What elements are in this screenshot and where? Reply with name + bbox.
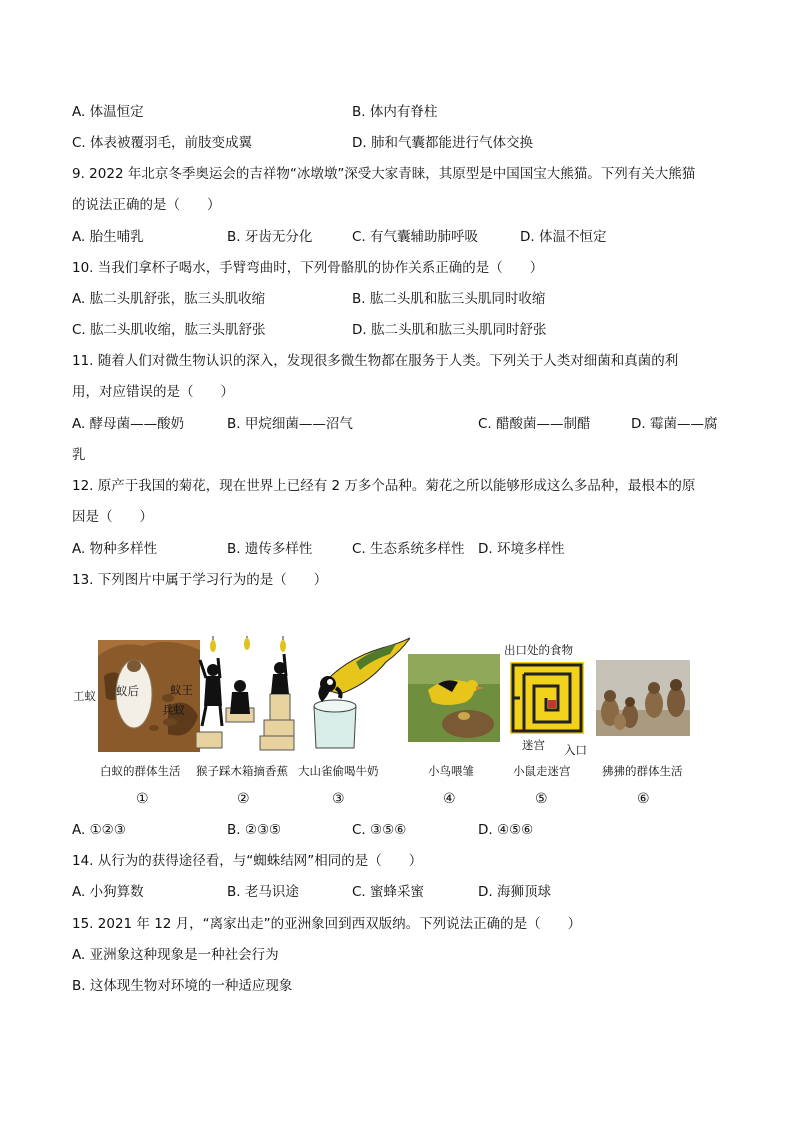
- q10-option-d[interactable]: D. 肱二头肌和肱三头肌同时舒张: [352, 322, 547, 338]
- picture-number-3: ③: [332, 791, 345, 807]
- caption-4: 小鸟喂雏: [428, 764, 474, 778]
- q12-stem-line2: 因是（ ）: [72, 509, 153, 525]
- q13-option-d[interactable]: D. ④⑤⑥: [478, 822, 534, 838]
- q9-option-d[interactable]: D. 体温不恒定: [520, 229, 607, 245]
- q8-option-d[interactable]: D. 肺和气囊都能进行气体交换: [352, 135, 533, 151]
- termite-label-worker: 工蚁: [73, 689, 96, 703]
- maze-label-maze: 迷宫: [522, 738, 545, 752]
- q15-option-a[interactable]: A. 亚洲象这种现象是一种社会行为: [72, 947, 279, 963]
- q8-option-b[interactable]: B. 体内有脊柱: [352, 104, 438, 120]
- q10-option-a[interactable]: A. 肱二头肌舒张，肱三头肌收缩: [72, 291, 266, 307]
- q14-option-a[interactable]: A. 小狗算数: [72, 884, 144, 900]
- caption-3: 大山雀偷喝牛奶: [298, 764, 379, 778]
- q13-stem: 13. 下列图片中属于学习行为的是（ ）: [72, 572, 328, 588]
- q13-option-b[interactable]: B. ②③⑤: [227, 822, 282, 838]
- q11-stem-line1: 11. 随着人们对微生物认识的深入，发现很多微生物都在服务于人类。下列关于人类对细菌和真菌的利: [72, 353, 679, 369]
- caption-2: 猴子踩木箱摘香蕉: [196, 764, 288, 778]
- q14-option-c[interactable]: C. 蜜蜂采蜜: [352, 884, 425, 900]
- bird-feeding-picture: [408, 654, 500, 742]
- caption-1: 白蚁的群体生活: [100, 764, 181, 778]
- picture-number-6: ⑥: [637, 791, 650, 807]
- picture-number-1: ①: [136, 791, 149, 807]
- q12-option-a[interactable]: A. 物种多样性: [72, 541, 158, 557]
- q9-stem-line1: 9. 2022 年北京冬季奥运会的吉祥物“冰墩墩”深受大家青睐，其原型是中国国宝大熊猫。下列有关大熊猫: [72, 166, 696, 182]
- q12-stem-line1: 12. 原产于我国的菊花，现在世界上已经有 2 万多个品种。菊花之所以能够形成这么多品种，最根本的原: [72, 478, 696, 494]
- q11-stem-line2: 用，对应错误的是（ ）: [72, 384, 234, 400]
- caption-6: 狒狒的群体生活: [602, 764, 683, 778]
- picture-number-5: ⑤: [535, 791, 548, 807]
- q11-option-d[interactable]: D. 霉菌——腐: [631, 416, 718, 432]
- q9-option-c[interactable]: C. 有气囊辅助肺呼吸: [352, 229, 479, 245]
- termite-label-king: 蚁王: [170, 683, 193, 697]
- q14-option-d[interactable]: D. 海狮顶球: [478, 884, 551, 900]
- q9-option-b[interactable]: B. 牙齿无分化: [227, 229, 313, 245]
- q9-option-a[interactable]: A. 胎生哺乳: [72, 229, 144, 245]
- q13-option-c[interactable]: C. ③⑤⑥: [352, 822, 407, 838]
- caption-5: 小鼠走迷宫: [513, 764, 571, 778]
- q8-option-a[interactable]: A. 体温恒定: [72, 104, 144, 120]
- q14-stem: 14. 从行为的获得途径看，与“蜘蛛结网”相同的是（ ）: [72, 853, 423, 869]
- picture-number-2: ②: [237, 791, 250, 807]
- termite-label-queen: 蚁后: [116, 684, 139, 698]
- q12-option-c[interactable]: C. 生态系统多样性: [352, 541, 465, 557]
- q11-option-d-wrap: 乳: [72, 447, 86, 463]
- q11-option-a[interactable]: A. 酵母菌——酸奶: [72, 416, 185, 432]
- q13-option-a[interactable]: A. ①②③: [72, 822, 126, 838]
- q14-option-b[interactable]: B. 老马识途: [227, 884, 299, 900]
- q10-stem: 10. 当我们拿杯子喝水，手臂弯曲时，下列骨骼肌的协作关系正确的是（ ）: [72, 260, 544, 276]
- great-tit-milk-picture: [306, 636, 410, 752]
- q9-stem-line2: 的说法正确的是（ ）: [72, 197, 221, 213]
- maze-picture: [510, 662, 584, 734]
- q15-stem: 15. 2021 年 12 月，“离家出走”的亚洲象回到西双版纳。下列说法正确的是（ ）: [72, 916, 582, 932]
- q15-option-b[interactable]: B. 这体现生物对环境的一种适应现象: [72, 978, 293, 994]
- monkey-boxes-picture: [196, 636, 296, 752]
- q8-option-c[interactable]: C. 体表被覆羽毛，前肢变成翼: [72, 135, 253, 151]
- maze-label-exit-food: 出口处的食物: [504, 643, 573, 657]
- termite-label-soldier: 兵蚁: [162, 703, 185, 717]
- q10-option-b[interactable]: B. 肱二头肌和肱三头肌同时收缩: [352, 291, 546, 307]
- maze-label-entrance: 入口: [564, 743, 587, 757]
- picture-number-4: ④: [443, 791, 456, 807]
- q11-option-c[interactable]: C. 醋酸菌——制醋: [478, 416, 591, 432]
- q10-option-c[interactable]: C. 肱二头肌收缩，肱三头肌舒张: [72, 322, 266, 338]
- baboons-picture: [596, 660, 690, 736]
- q12-option-b[interactable]: B. 遗传多样性: [227, 541, 313, 557]
- q11-option-b[interactable]: B. 甲烷细菌——沼气: [227, 416, 353, 432]
- q12-option-d[interactable]: D. 环境多样性: [478, 541, 565, 557]
